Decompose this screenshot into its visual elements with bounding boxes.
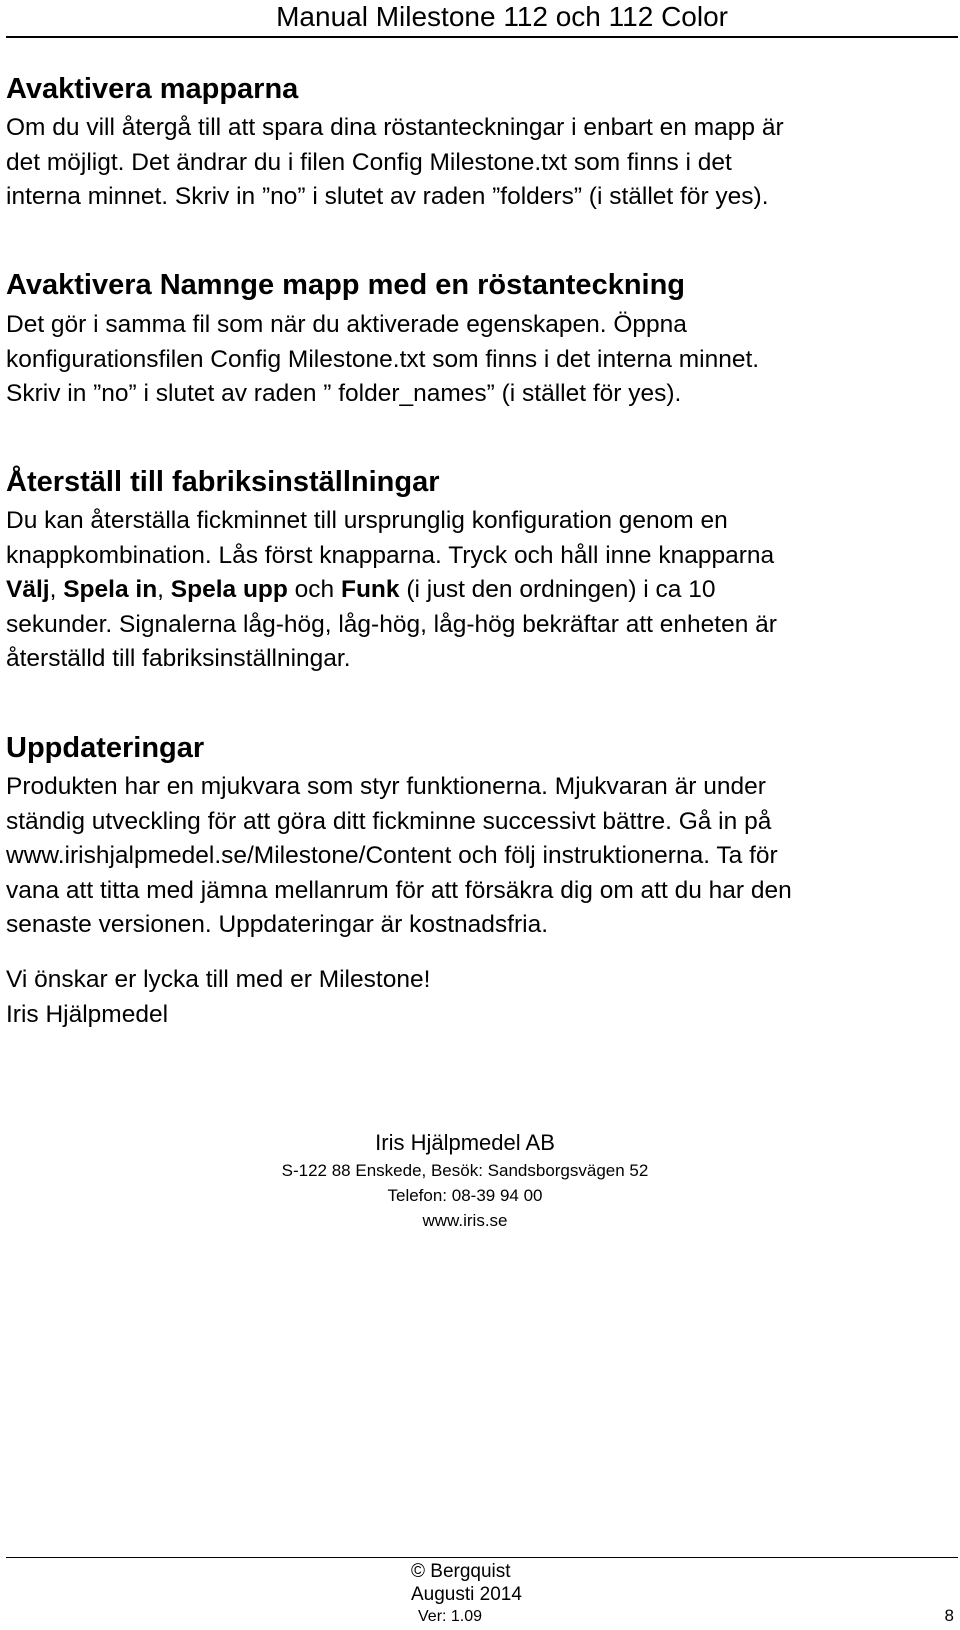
company-phone: Telefon: 08-39 94 00 [387,1186,543,1205]
closing-signature: Iris Hjälpmedel [6,1000,169,1028]
header-divider [6,36,958,38]
button-name-funk: Funk [341,576,400,603]
paragraph-line: Om du vill återgå till att spara dina röstanteckningar i enbart en mapp är [6,114,784,141]
paragraph-line-button-combination [6,573,956,608]
separator: och [287,576,341,603]
section-paragraph-uppdateringar [6,770,956,943]
paragraph-line: senaste versionen. Uppdateringar är kostnadsfria. [6,911,549,938]
separator: , [157,576,171,603]
page-number: 8 [944,1606,954,1625]
paragraph-line: ständig utveckling för att göra ditt fickminne successivt bättre. Gå in på [6,807,772,835]
line-rest: (i just den ordningen) i ca 10 [399,576,716,603]
paragraph-line-url: www.irishjalpmedel.se/Milestone/Content och följ instruktionerna. Ta för [6,842,778,869]
paragraph-line: Skriv in ”no” i slutet av raden ” folder_names” (i stället för yes). [6,380,682,407]
company-website: www.iris.se [422,1211,508,1230]
section-heading-aterstall-fabriksinstallningar: Återställ till fabriksinställningar [6,466,440,498]
paragraph-line: Det gör i samma fil som när du aktiverade egenskapen. Öppna [6,311,687,338]
footer-copyright: © Bergquist [411,1561,511,1582]
paragraph-line: återställd till fabriksinställningar. [6,645,351,672]
button-name-valj: Välj [6,576,50,603]
paragraph-line: konfigurationsfilen Config Milestone.txt som finns i det interna minnet. [6,345,760,373]
button-name-spela-upp: Spela upp [170,576,288,603]
section-paragraph-aterstall-fabriksinstallningar [6,504,956,677]
company-address: S-122 88 Enskede, Besök: Sandsborgsvägen 52 [281,1161,649,1180]
footer-version: Ver: 1.09 [418,1608,483,1625]
footer-date: Augusti 2014 [411,1584,522,1605]
company-info [0,1128,960,1233]
paragraph-line: vana att titta med jämna mellanrum för att försäkra dig om att du har den [6,876,792,904]
section-paragraph-avaktivera-namnge-mapp [6,308,956,412]
paragraph-line: sekunder. Signalerna låg-hög, låg-hög, låg-hög bekräftar att enheten är [6,610,777,638]
closing-line: Vi önskar er lycka till med er Milestone! [6,966,431,993]
separator: , [49,576,64,603]
paragraph-line: interna minnet. Skriv in ”no” i slutet av raden ”folders” (i stället för yes). [6,183,769,210]
page-header-title: Manual Milestone 112 och 112 Color [276,1,728,32]
section-heading-avaktivera-mapparna: Avaktivera mapparna [6,73,299,105]
closing-greeting [6,963,956,1032]
company-name: Iris Hjälpmedel AB [375,1130,555,1155]
button-name-spela-in: Spela in [63,576,158,603]
paragraph-line: knappkombination. Lås först knapparna. Tryck och håll inne knapparna [6,541,775,569]
section-paragraph-avaktivera-mapparna [6,111,956,215]
section-heading-avaktivera-namnge-mapp: Avaktivera Namnge mapp med en röstanteckning [6,269,686,301]
paragraph-line: Du kan återställa fickminnet till ursprunglig konfiguration genom en [6,507,728,534]
section-heading-uppdateringar: Uppdateringar [6,732,205,764]
paragraph-line: det möjligt. Det ändrar du i filen Config Milestone.txt som finns i det [6,148,732,176]
paragraph-line: Produkten har en mjukvara som styr funktionerna. Mjukvaran är under [6,773,766,800]
footer-divider [6,1557,958,1558]
